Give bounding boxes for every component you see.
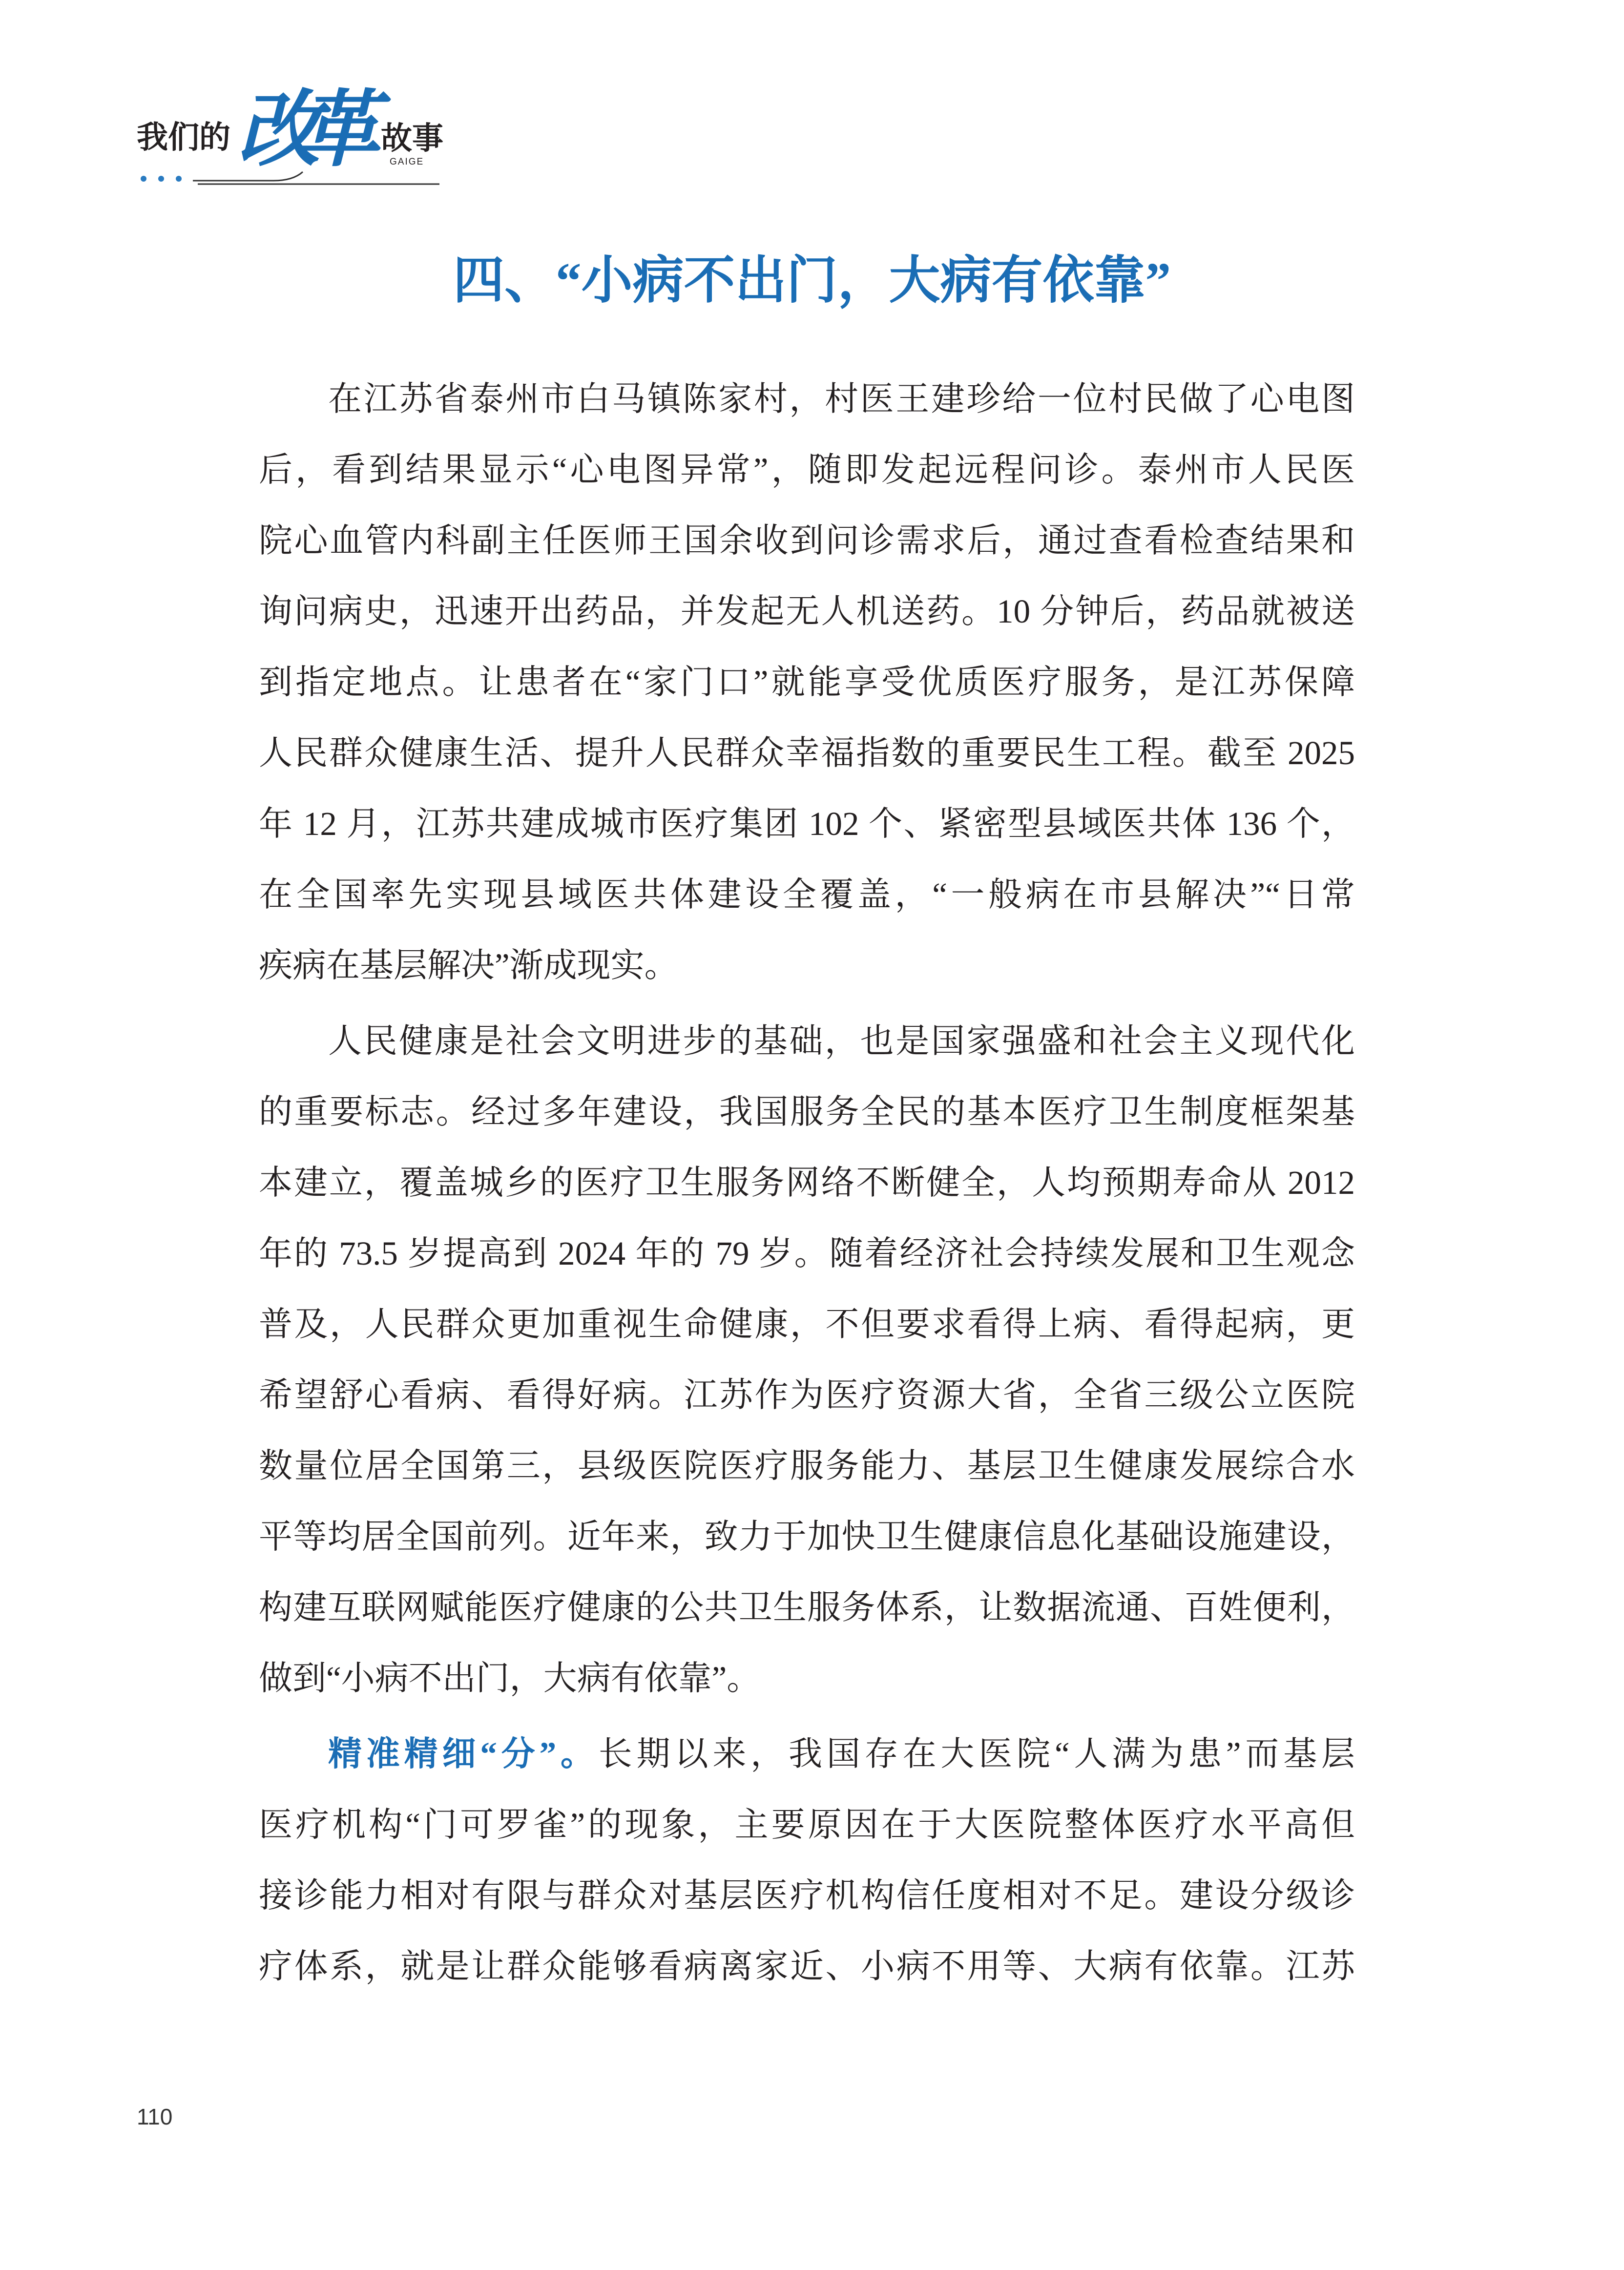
paragraph-line: 在江苏省泰州市白马镇陈家村，村医王建珍给一位村民做了心电图 (328, 380, 1355, 417)
ornament-dot (176, 176, 182, 182)
paragraph-line: 医疗机构“门可罗雀”的现象，主要原因在于大医院整体医疗水平高但 (259, 1806, 1355, 1843)
paragraph (259, 364, 1355, 1001)
paragraph-line-text: 长期以来，我国存在大医院“人满为患”而基层 (598, 1735, 1355, 1772)
body-text (259, 364, 1355, 2002)
paragraph-line: 年 12 月，江苏共建成城市医疗集团 102 个、紧密型县域医共体 136 个， (259, 805, 1355, 842)
paragraph-line: 普及，人民群众更加重视生命健康，不但要求看得上病、看得起病，更 (259, 1306, 1355, 1343)
paragraph-line: 希望舒心看病、看得好病。江苏作为医疗资源大省，全省三级公立医院 (259, 1376, 1355, 1414)
header-prefix: 我们的 (137, 120, 230, 155)
ornament-dot (158, 176, 164, 182)
paragraph-line: 的重要标志。经过多年建设，我国服务全民的基本医疗卫生制度框架基 (259, 1093, 1355, 1130)
paragraph-line: 询问病史，迅速开出药品，并发起无人机送药。10 分钟后，药品就被送 (259, 593, 1355, 630)
paragraph-line: 疗体系，就是让群众能够看病离家近、小病不用等、大病有依靠。江苏 (259, 1948, 1355, 1985)
paragraph-line: 在全国率先实现县域医共体建设全覆盖，“一般病在市县解决”“日常 (259, 876, 1355, 913)
paragraph-line: 做到“小病不出门，大病有依靠”。 (259, 1660, 761, 1697)
paragraph-line: 接诊能力相对有限与群众对基层医疗机构信任度相对不足。建设分级诊 (259, 1877, 1355, 1914)
page-number: 110 (137, 2104, 173, 2129)
section-title: 四、“小病不出门，大病有依靠” (453, 252, 1171, 309)
paragraph-line: 院心血管内科副主任医师王国余收到问诊需求后，通过查看检查结果和 (259, 522, 1355, 559)
header-ornament (0, 0, 488, 220)
header-suffix: 故事 (381, 121, 443, 156)
paragraph-line: 本建立，覆盖城乡的医疗卫生服务网络不断健全，人均预期寿命从 2012 (259, 1164, 1355, 1201)
paragraph-line: 平等均居全国前列。近年来，致力于加快卫生健康信息化基础设施建设， (259, 1518, 1355, 1555)
paragraph-line: 年的 73.5 岁提高到 2024 年的 79 岁。随着经济社会持续发展和卫生观念 (259, 1235, 1355, 1272)
paragraph (259, 1006, 1355, 1714)
ornament-dot (141, 176, 146, 182)
paragraph-line: 疾病在基层解决”渐成现实。 (259, 947, 678, 984)
paragraph-line: 构建互联网赋能医疗健康的公共卫生服务体系，让数据流通、百姓便利， (259, 1589, 1355, 1626)
paragraph (259, 1719, 1355, 2002)
paragraph-line: 人民群众健康生活、提升人民群众幸福指数的重要民生工程。截至 2025 (259, 734, 1355, 771)
lead-heading: 精准精细“分”。 (328, 1735, 599, 1772)
header-logo-pinyin: GAIGE (390, 157, 424, 167)
header-logo-calligraphy: 改革 (237, 84, 357, 176)
ornament-swoosh (193, 172, 303, 181)
paragraph-line (328, 1719, 1355, 1790)
paragraph-line: 到指定地点。让患者在“家门口”就能享受优质医疗服务，是江苏保障 (259, 664, 1355, 701)
paragraph-line: 人民健康是社会文明进步的基础，也是国家强盛和社会主义现代化 (328, 1022, 1355, 1060)
paragraph-line: 后，看到结果显示“心电图异常”，随即发起远程问诊。泰州市人民医 (259, 451, 1355, 488)
paragraph-line: 数量位居全国第三，县级医院医疗服务能力、基层卫生健康发展综合水 (259, 1447, 1355, 1484)
